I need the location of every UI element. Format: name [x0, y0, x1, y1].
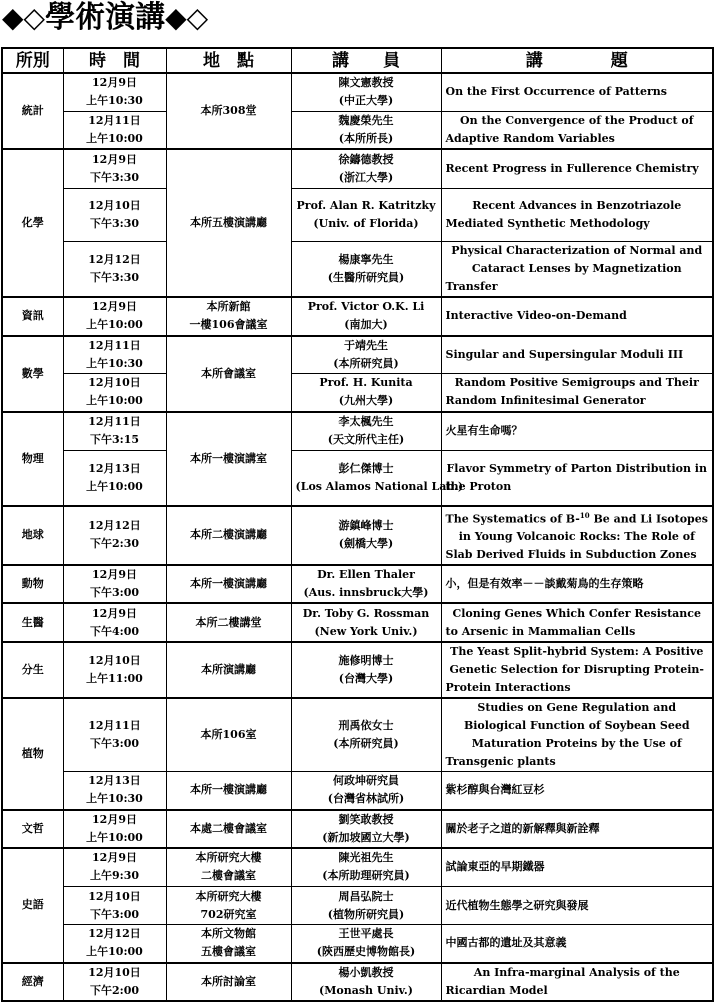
table-row	[2, 506, 713, 566]
date-text: 12月12日	[88, 519, 141, 533]
time-text: 下午3:15	[89, 433, 140, 447]
speaker-name: 游鎮峰博士	[338, 519, 394, 533]
time-cell	[63, 149, 166, 188]
speaker-affiliation: (新加坡國立大學)	[322, 830, 410, 844]
venue-text: 本所研究大樓	[195, 851, 262, 865]
speaker-name: 李太楓先生	[338, 415, 394, 429]
topic-cell	[441, 603, 713, 642]
time-text: 上午10:30	[86, 356, 143, 370]
venue-cell	[166, 887, 291, 925]
topic-text: On the First Occurrence of Patterns	[445, 85, 667, 99]
speaker-name: Dr. Toby G. Rossman	[302, 606, 430, 620]
table-row	[2, 336, 713, 374]
table-row	[2, 241, 713, 297]
schedule-body	[2, 73, 713, 1001]
speaker-affiliation: (Univ. of Florida)	[313, 216, 419, 230]
time-text: 下午3:00	[89, 907, 140, 921]
time-text: 上午10:00	[86, 830, 143, 844]
table-row	[2, 188, 713, 241]
topic-cell	[441, 848, 713, 887]
time-cell	[63, 848, 166, 887]
topic-cell	[441, 111, 713, 149]
time-cell	[63, 963, 166, 1001]
time-cell	[63, 506, 166, 566]
dept-cell: 化學	[2, 149, 63, 297]
date-text: 12月11日	[88, 338, 141, 352]
topic-cell	[441, 451, 713, 506]
topic-cell	[441, 374, 713, 412]
time-text: 上午10:00	[86, 318, 143, 331]
speaker-cell	[291, 963, 441, 1001]
topic-text: Recent Progress in Fullerence Chemistry	[445, 161, 699, 175]
speaker-name: 彭仁傑博士	[338, 461, 394, 475]
topic-text: 紫杉醇與台灣紅豆杉	[445, 783, 545, 797]
time-cell	[63, 603, 166, 642]
time-cell	[63, 297, 166, 336]
time-cell	[63, 241, 166, 297]
venue-cell	[166, 506, 291, 566]
time-cell	[63, 772, 166, 810]
time-text: 上午10:00	[86, 394, 143, 408]
date-text: 12月13日	[88, 461, 141, 475]
venue-text: 本所演講廳	[201, 663, 256, 677]
speaker-cell	[291, 111, 441, 149]
date-text: 12月10日	[88, 198, 141, 212]
speaker-name: Prof. H. Kunita	[319, 376, 413, 390]
speaker-name: 徐鑄德教授	[338, 152, 394, 166]
topic-cell	[441, 149, 713, 188]
date-text: 12月9日	[92, 76, 137, 90]
time-cell	[63, 565, 166, 603]
topic-text: Be and Li Isotopes in Young Volcanoic Rocks: The Role of Slab Derived Fluids in Subduction Zones	[445, 512, 708, 562]
speaker-affiliation: (New York Univ.)	[314, 624, 418, 638]
header-row	[2, 48, 713, 73]
speaker-name: Prof. Alan R. Katritzky	[296, 198, 436, 212]
time-text: 下午3:30	[89, 270, 140, 284]
date-text: 12月11日	[88, 113, 141, 127]
time-text: 上午10:00	[86, 131, 143, 145]
date-text: 12月13日	[88, 774, 141, 788]
speaker-cell	[291, 848, 441, 887]
time-cell	[63, 698, 166, 772]
diamond-icons-right: ◆◇	[165, 1, 209, 34]
venue-cell	[166, 297, 291, 336]
dept-cell: 分生	[2, 642, 63, 698]
date-text: 12月9日	[92, 568, 137, 582]
venue-cell	[166, 149, 291, 297]
venue-text: 本處二樓會議室	[190, 821, 267, 835]
date-text: 12月9日	[92, 812, 137, 826]
dept-cell: 數學	[2, 336, 63, 412]
date-text: 12月9日	[92, 851, 137, 865]
topic-text: Singular and Supersingular Moduli III	[445, 347, 684, 361]
speaker-name: 劉笑敢教授	[338, 812, 394, 826]
title-text: 學術演講	[45, 0, 166, 35]
dept-cell: 經濟	[2, 963, 63, 1001]
topic-text-pre: The Systematics of B-	[445, 512, 580, 526]
speaker-affiliation: (陝西歷史博物館長)	[316, 945, 416, 959]
venue-text: 本所106室	[200, 728, 257, 742]
topic-cell	[441, 565, 713, 603]
date-text: 12月11日	[88, 415, 141, 429]
table-row	[2, 565, 713, 603]
speaker-cell	[291, 451, 464, 506]
speaker-cell	[291, 188, 441, 241]
speaker-affiliation: (南加大)	[344, 318, 388, 331]
speaker-name: 于靖先生	[344, 338, 388, 352]
table-row	[2, 603, 713, 642]
speaker-cell	[291, 565, 441, 603]
topic-text: An Infra-marginal Analysis of the Ricardian Model	[445, 965, 680, 997]
venue-cell	[166, 336, 291, 412]
topic-cell	[441, 297, 713, 336]
topic-superscript: 10	[579, 510, 590, 520]
topic-cell	[441, 188, 713, 241]
table-row	[2, 698, 713, 772]
time-text: 下午3:30	[89, 170, 140, 184]
topic-cell	[441, 772, 713, 810]
speaker-cell	[291, 297, 441, 336]
time-cell	[63, 336, 166, 374]
topic-cell	[441, 506, 713, 566]
speaker-affiliation: (劍橋大學)	[338, 537, 394, 551]
venue-text: 本所一樓演講廳	[190, 783, 267, 797]
dept-cell: 植物	[2, 698, 63, 810]
dept-cell: 動物	[2, 565, 63, 603]
date-text: 12月9日	[92, 300, 137, 313]
table-row	[2, 297, 713, 336]
speaker-name: 王世平處長	[338, 927, 394, 941]
speaker-affiliation: (Monash Univ.)	[319, 983, 413, 997]
topic-text: The Yeast Split-hybrid System: A Positive Genetic Selection for Disrupting Protein-Protein Interactions	[445, 645, 704, 695]
speaker-name: Prof. Victor O.K. Li	[307, 300, 425, 313]
time-text: 下午2:30	[89, 537, 140, 551]
time-cell	[63, 374, 166, 412]
time-text: 上午11:00	[86, 672, 143, 686]
date-text: 12月9日	[92, 606, 137, 620]
venue-text: 本所308堂	[200, 104, 257, 117]
venue-text: 五樓會議室	[201, 945, 256, 959]
table-row	[2, 810, 713, 848]
speaker-affiliation: (本所研究員)	[333, 356, 399, 370]
speaker-name: 楊康寧先生	[338, 252, 394, 266]
dept-cell: 物理	[2, 412, 63, 506]
venue-cell	[166, 848, 291, 887]
topic-cell	[441, 241, 713, 297]
speaker-affiliation: (植物所研究員)	[327, 907, 405, 921]
date-text: 12月10日	[88, 965, 141, 979]
speaker-affiliation: (台灣大學)	[338, 672, 394, 686]
table-row	[2, 111, 713, 149]
topic-text: 火星有生命嗎？	[445, 424, 523, 438]
time-cell	[63, 73, 166, 111]
date-text: 12月12日	[88, 252, 141, 266]
venue-text: 本所討論室	[201, 974, 256, 988]
time-cell	[63, 188, 166, 241]
topic-text: Studies on Gene Regulation and Biological Function of Soybean Seed Maturation Proteins by the Use of Transgenic plants	[445, 701, 690, 769]
time-text: 下午3:00	[89, 737, 140, 751]
time-cell	[63, 111, 166, 149]
venue-cell	[166, 565, 291, 603]
speaker-name: 刑禹依女士	[338, 719, 394, 733]
speaker-affiliation: (Aus. innsbruck大學)	[303, 586, 429, 600]
venue-text: 本所五樓演講廳	[190, 215, 267, 229]
venue-cell	[166, 642, 291, 698]
topic-cell	[441, 412, 713, 451]
venue-cell	[166, 412, 291, 506]
speaker-name: Dr. Ellen Thaler	[317, 568, 415, 582]
venue-text: 一樓106會議室	[189, 318, 268, 331]
topic-text: Flavor Symmetry of Parton Distribution in the Proton	[445, 461, 707, 493]
time-text: 上午10:30	[86, 94, 143, 108]
speaker-cell	[291, 887, 441, 925]
speaker-affiliation: (天文所代主任)	[327, 433, 405, 447]
topic-text: Recent Advances in Benzotriazole Mediated Synthetic Methodology	[445, 198, 682, 230]
topic-text: Interactive Video-on-Demand	[445, 309, 627, 322]
topic-cell	[441, 336, 713, 374]
table-row	[2, 925, 713, 963]
topic-cell	[441, 925, 713, 963]
dept-cell: 生醫	[2, 603, 63, 642]
speaker-name: 陳文憲教授	[338, 76, 394, 90]
speaker-cell	[291, 603, 441, 642]
speaker-name: 施修明博士	[338, 654, 394, 668]
venue-cell	[166, 772, 291, 810]
speaker-cell	[291, 772, 441, 810]
topic-text: 中國古都的遺址及其意義	[445, 936, 567, 950]
topic-cell	[441, 963, 713, 1001]
venue-text: 本所一樓演講廳	[190, 577, 267, 591]
table-row	[2, 887, 713, 925]
venue-cell	[166, 963, 291, 1001]
speaker-cell	[291, 925, 441, 963]
speaker-affiliation: (生醫所研究員)	[327, 270, 405, 284]
topic-text: 關於老子之道的新解釋與新詮釋	[445, 821, 600, 835]
header-dept: 所別	[2, 48, 63, 73]
time-cell	[63, 451, 166, 506]
dept-cell: 地球	[2, 506, 63, 566]
dept-cell: 史語	[2, 848, 63, 963]
venue-text: 本所二樓講堂	[195, 615, 262, 629]
venue-cell	[166, 810, 291, 848]
speaker-affiliation: (台灣省林試所)	[327, 792, 405, 806]
table-row	[2, 963, 713, 1001]
topic-text: 試論東亞的早期鐵器	[445, 860, 545, 874]
date-text: 12月10日	[88, 889, 141, 903]
speaker-cell	[291, 241, 441, 297]
date-text: 12月12日	[88, 927, 141, 941]
time-text: 上午10:30	[86, 792, 143, 806]
venue-text: 702研究室	[200, 907, 257, 921]
venue-cell	[166, 73, 291, 149]
speaker-name: 陳光祖先生	[338, 851, 394, 865]
header-speaker: 講 員	[291, 48, 441, 73]
time-cell	[63, 925, 166, 963]
time-text: 上午10:00	[86, 479, 143, 493]
venue-text: 本所文物館	[201, 927, 256, 941]
table-row	[2, 772, 713, 810]
table-row	[2, 374, 713, 412]
speaker-cell	[291, 698, 441, 772]
header-topic: 講 題	[441, 48, 713, 73]
speaker-cell	[291, 506, 441, 566]
topic-text: 近代植物生態學之研究與發展	[445, 898, 589, 912]
date-text: 12月11日	[88, 719, 141, 733]
topic-cell	[441, 698, 713, 772]
speaker-cell	[291, 73, 441, 111]
date-text: 12月10日	[88, 376, 141, 390]
venue-text: 本所研究大樓	[195, 889, 262, 903]
speaker-name: 楊小凱教授	[338, 965, 394, 979]
time-text: 上午10:00	[86, 945, 143, 959]
page-title	[2, 0, 208, 40]
topic-text: 小，但是有效率－－談戴菊鳥的生存策略	[445, 577, 644, 591]
header-time: 時 間	[63, 48, 166, 73]
table-row	[2, 642, 713, 698]
speaker-cell	[291, 149, 441, 188]
speaker-affiliation: (本所助理研究員)	[322, 869, 410, 883]
topic-cell	[441, 642, 713, 698]
topic-cell	[441, 887, 713, 925]
venue-cell	[166, 925, 291, 963]
speaker-affiliation: (浙江大學)	[338, 170, 394, 184]
venue-text: 本所二樓演講廳	[190, 528, 267, 542]
time-cell	[63, 810, 166, 848]
venue-text: 本所一樓演講室	[190, 451, 267, 465]
lecture-schedule-table	[1, 47, 714, 1002]
time-cell	[63, 887, 166, 925]
time-text: 下午3:30	[89, 216, 140, 230]
time-text: 下午2:00	[89, 983, 140, 997]
date-text: 12月10日	[88, 654, 141, 668]
speaker-affiliation: (Los Alamos National Lab.)	[295, 479, 464, 493]
dept-cell: 統計	[2, 73, 63, 149]
speaker-affiliation: (中正大學)	[338, 94, 394, 108]
venue-cell	[166, 603, 291, 642]
speaker-cell	[291, 642, 441, 698]
speaker-name: 魏慶榮先生	[338, 113, 394, 127]
venue-text: 本所新館	[206, 300, 251, 313]
time-cell	[63, 642, 166, 698]
topic-cell	[441, 73, 713, 111]
speaker-name: 周昌弘院士	[338, 889, 394, 903]
speaker-cell	[291, 412, 441, 451]
time-text: 下午4:00	[89, 624, 140, 638]
time-text: 上午9:30	[89, 869, 140, 883]
diamond-icons-left: ◆◇	[2, 1, 46, 34]
speaker-cell	[291, 336, 441, 374]
time-text: 下午3:00	[89, 586, 140, 600]
venue-cell	[166, 698, 291, 772]
speaker-affiliation: (本所研究員)	[333, 737, 399, 751]
venue-text: 二樓會議室	[201, 869, 256, 883]
table-row	[2, 451, 713, 506]
speaker-cell	[291, 810, 441, 848]
topic-text: Physical Characterization of Normal and Cataract Lenses by Magnetization Transfer	[445, 243, 703, 293]
topic-text: Random Positive Semigroups and Their Random Infinitesimal Generator	[445, 376, 699, 408]
topic-cell	[441, 810, 713, 848]
table-row	[2, 848, 713, 887]
speaker-cell	[291, 374, 441, 412]
table-row	[2, 149, 713, 188]
topic-text: Cloning Genes Which Confer Resistance to Arsenic in Mammalian Cells	[445, 606, 701, 638]
venue-text: 本所會議室	[201, 366, 256, 380]
dept-cell: 文哲	[2, 810, 63, 848]
speaker-affiliation: (本所所長)	[338, 131, 394, 145]
topic-text: On the Convergence of the Product of Adaptive Random Variables	[445, 113, 694, 145]
dept-cell: 資訊	[2, 297, 63, 336]
speaker-name: 何政坤研究員	[333, 774, 399, 788]
speaker-affiliation: (九州大學)	[338, 394, 394, 408]
table-row	[2, 73, 713, 111]
header-venue: 地 點	[166, 48, 291, 73]
table-row	[2, 412, 713, 451]
date-text: 12月9日	[92, 152, 137, 166]
time-cell	[63, 412, 166, 451]
